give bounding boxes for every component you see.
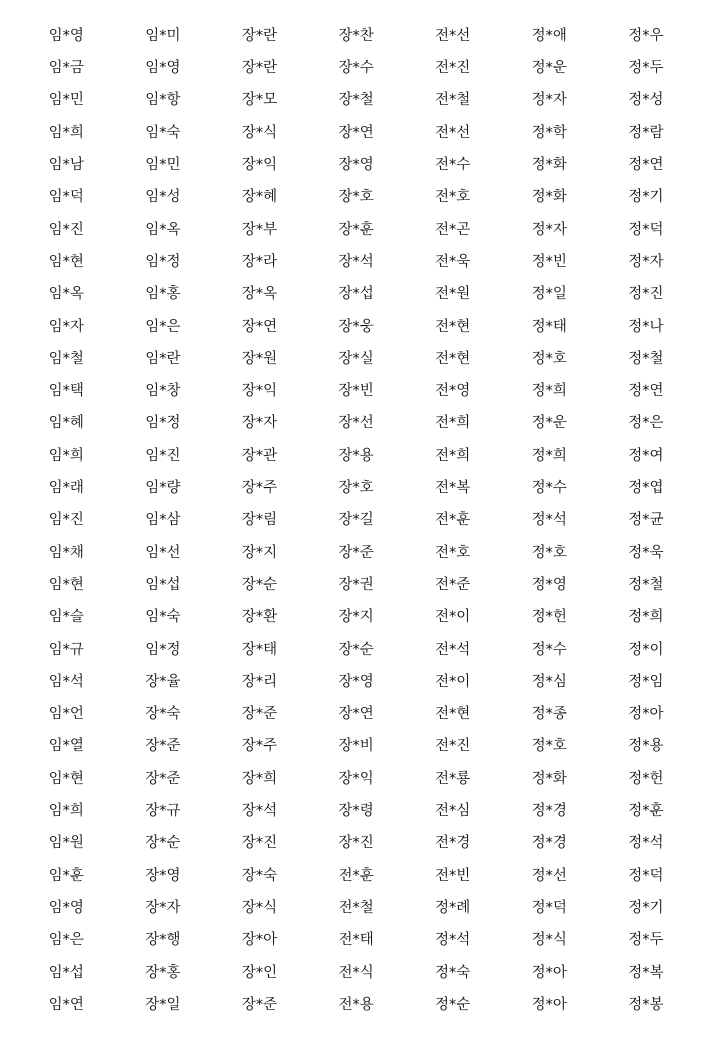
masked-name: 정*아 [531,964,567,981]
masked-name: 임*숙 [145,124,181,141]
masked-name: 정*운 [531,415,567,432]
masked-name: 임*열 [48,738,84,755]
masked-name: 임*철 [48,350,84,367]
masked-name: 장*용 [338,447,374,464]
masked-name: 전*진 [435,738,471,755]
masked-name: 임*덕 [48,189,84,206]
masked-name: 장*권 [338,576,374,593]
masked-name: 전*욱 [435,253,471,270]
masked-name: 정*자 [628,253,664,270]
masked-name: 전*수 [435,157,471,174]
masked-name: 정*호 [531,738,567,755]
masked-name: 임*슬 [48,609,84,626]
masked-name: 정*경 [531,835,567,852]
name-row [18,537,698,569]
masked-name: 전*희 [435,447,471,464]
masked-name: 임*항 [145,92,181,109]
masked-name: 장*찬 [338,27,374,44]
masked-name: 장*희 [241,770,278,787]
masked-name: 정*두 [628,932,664,949]
masked-name: 장*라 [241,253,278,270]
masked-name: 장*준 [145,770,181,787]
masked-name: 장*연 [338,124,374,141]
masked-name: 정*애 [531,27,567,44]
masked-name: 임*래 [48,480,84,497]
name-row [18,375,698,407]
masked-name: 임*정 [145,253,181,270]
masked-name: 정*식 [531,932,567,949]
masked-name: 장*익 [338,770,374,787]
name-row [18,440,698,472]
name-row [18,892,698,924]
masked-name: 장*아 [241,932,278,949]
masked-name: 정*태 [531,318,567,335]
masked-name: 정*덕 [531,899,567,916]
masked-name: 정*석 [531,512,567,529]
masked-name: 장*호 [338,480,374,497]
masked-name: 임*채 [48,544,84,561]
masked-name: 장*영 [338,157,374,174]
masked-name: 정*엽 [628,480,664,497]
masked-name: 장*연 [241,318,278,335]
masked-name: 정*용 [628,738,664,755]
masked-name: 전*호 [435,189,471,206]
masked-name: 정*영 [531,576,567,593]
masked-name: 정*여 [628,447,664,464]
masked-name: 정*숙 [435,964,471,981]
masked-name: 장*부 [241,221,278,238]
masked-name: 정*진 [628,286,664,303]
masked-name: 전*희 [435,415,471,432]
masked-name: 장*수 [338,60,374,77]
masked-name: 정*일 [531,286,567,303]
masked-name: 장*준 [241,706,278,723]
masked-name: 장*숙 [241,867,278,884]
name-row [18,408,698,440]
masked-name: 장*란 [241,60,278,77]
masked-name: 임*희 [48,803,84,820]
masked-name: 임*성 [145,189,181,206]
masked-name: 정*헌 [628,770,664,787]
masked-name: 장*주 [241,480,278,497]
masked-name: 임*민 [145,157,181,174]
masked-name: 장*식 [241,124,278,141]
masked-name: 장*홍 [145,964,181,981]
masked-name: 전*영 [435,383,471,400]
masked-name: 전*빈 [435,867,471,884]
masked-name: 장*원 [241,350,278,367]
masked-name: 장*일 [145,996,181,1013]
masked-name: 전*현 [435,318,471,335]
masked-name: 임*홍 [145,286,181,303]
name-row [18,20,698,52]
masked-name: 정*아 [628,706,664,723]
masked-name: 임*현 [48,770,84,787]
masked-name: 임*영 [145,60,181,77]
masked-name: 정*덕 [628,221,664,238]
masked-name: 정*철 [628,350,664,367]
masked-name: 임*영 [48,899,84,916]
masked-name: 정*화 [531,770,567,787]
masked-name: 전*철 [338,899,374,916]
masked-name: 장*행 [145,932,181,949]
masked-name: 임*섭 [145,576,181,593]
name-row [18,181,698,213]
masked-name: 임*섭 [48,964,84,981]
name-row [18,601,698,633]
masked-name: 장*숙 [145,706,181,723]
masked-name: 전*준 [435,576,471,593]
masked-name: 임*량 [145,480,181,497]
masked-name: 정*기 [628,189,664,206]
masked-name: 정*연 [628,383,664,400]
name-row [18,634,698,666]
name-row [18,666,698,698]
masked-name: 임*영 [48,27,84,44]
masked-name: 정*빈 [531,253,567,270]
masked-name: 정*수 [531,641,567,658]
name-row [18,343,698,375]
masked-name: 정*이 [628,641,664,658]
masked-name: 정*덕 [628,867,664,884]
masked-name: 임*옥 [145,221,181,238]
name-grid [18,20,698,1021]
masked-name: 장*모 [241,92,278,109]
masked-name: 임*옥 [48,286,84,303]
masked-name: 장*자 [145,899,181,916]
name-row [18,504,698,536]
name-row [18,795,698,827]
masked-name: 정*순 [435,996,471,1013]
masked-name: 장*자 [241,415,278,432]
masked-name: 정*희 [628,609,664,626]
masked-name: 임*현 [48,576,84,593]
masked-name: 정*봉 [628,996,664,1013]
masked-name: 임*원 [48,835,84,852]
masked-name: 정*성 [628,92,664,109]
masked-name: 전*룡 [435,770,471,787]
masked-name: 정*나 [628,318,664,335]
masked-name: 임*규 [48,641,84,658]
masked-name: 정*석 [628,835,664,852]
masked-name: 장*태 [241,641,278,658]
masked-name: 장*환 [241,609,278,626]
masked-name: 장*혜 [241,189,278,206]
masked-name: 장*순 [338,641,374,658]
masked-name: 전*현 [435,706,471,723]
masked-name: 임*은 [48,932,84,949]
masked-name: 정*자 [531,92,567,109]
masked-name: 장*길 [338,512,374,529]
name-row [18,763,698,795]
masked-name: 정*은 [628,415,664,432]
masked-name: 정*종 [531,706,567,723]
masked-name: 장*관 [241,447,278,464]
masked-name: 장*석 [241,803,278,820]
masked-name: 장*석 [338,253,374,270]
masked-name: 정*희 [531,447,567,464]
masked-name: 전*태 [338,932,374,949]
masked-name: 임*진 [48,512,84,529]
masked-name: 장*익 [241,383,278,400]
masked-name: 장*훈 [338,221,374,238]
masked-name: 장*림 [241,512,278,529]
masked-name: 장*주 [241,738,278,755]
masked-name: 장*순 [241,576,278,593]
masked-name: 장*율 [145,673,181,690]
masked-name: 정*희 [531,383,567,400]
masked-name: 전*훈 [338,867,374,884]
masked-name: 전*용 [338,996,374,1013]
masked-name: 정*석 [435,932,471,949]
name-row [18,957,698,989]
masked-name: 전*현 [435,350,471,367]
masked-name: 장*웅 [338,318,374,335]
masked-name: 장*진 [241,835,278,852]
masked-name: 장*연 [338,706,374,723]
masked-name: 장*령 [338,803,374,820]
name-row [18,472,698,504]
masked-name: 임*숙 [145,609,181,626]
masked-name: 정*훈 [628,803,664,820]
masked-name: 전*진 [435,60,471,77]
name-row [18,149,698,181]
masked-name: 장*진 [338,835,374,852]
name-row [18,698,698,730]
masked-name: 장*인 [241,964,278,981]
masked-name: 임*진 [48,221,84,238]
masked-name: 임*남 [48,157,84,174]
masked-name: 장*영 [338,673,374,690]
masked-name: 전*원 [435,286,471,303]
masked-name: 정*균 [628,512,664,529]
masked-name: 장*선 [338,415,374,432]
masked-name: 장*규 [145,803,181,820]
masked-name: 장*익 [241,157,278,174]
masked-name: 임*희 [48,447,84,464]
masked-name: 임*민 [48,92,84,109]
masked-name: 정*심 [531,673,567,690]
masked-name: 정*연 [628,157,664,174]
masked-name: 임*정 [145,415,181,432]
masked-name: 정*헌 [531,609,567,626]
masked-name: 전*선 [435,27,471,44]
masked-name: 정*기 [628,899,664,916]
masked-name: 임*희 [48,124,84,141]
masked-name: 임*란 [145,350,181,367]
masked-name: 정*운 [531,60,567,77]
masked-name: 임*창 [145,383,181,400]
name-row [18,85,698,117]
masked-name: 정*화 [531,189,567,206]
masked-name: 임*선 [145,544,181,561]
masked-name: 임*석 [48,673,84,690]
masked-name: 전*선 [435,124,471,141]
name-row [18,827,698,859]
masked-name: 정*선 [531,867,567,884]
masked-name: 장*지 [338,609,374,626]
masked-name: 장*준 [241,996,278,1013]
masked-name: 장*옥 [241,286,278,303]
masked-name: 임*정 [145,641,181,658]
masked-name: 정*임 [628,673,664,690]
masked-name: 장*리 [241,673,278,690]
masked-name: 장*란 [241,27,278,44]
masked-name: 임*훈 [48,867,84,884]
masked-name: 장*지 [241,544,278,561]
masked-name: 전*곤 [435,221,471,238]
masked-name: 장*순 [145,835,181,852]
name-row [18,569,698,601]
masked-name: 임*언 [48,706,84,723]
masked-name: 전*식 [338,964,374,981]
masked-name: 정*호 [531,350,567,367]
name-row [18,246,698,278]
masked-name: 전*철 [435,92,471,109]
masked-name: 장*빈 [338,383,374,400]
masked-name: 임*진 [145,447,181,464]
masked-name: 임*택 [48,383,84,400]
masked-name: 정*수 [531,480,567,497]
masked-name: 임*금 [48,60,84,77]
masked-name: 장*준 [338,544,374,561]
masked-name: 전*경 [435,835,471,852]
masked-name: 정*철 [628,576,664,593]
masked-name: 정*욱 [628,544,664,561]
masked-name: 전*훈 [435,512,471,529]
masked-name: 전*심 [435,803,471,820]
name-row [18,989,698,1021]
masked-name: 전*이 [435,673,471,690]
masked-name: 정*례 [435,899,471,916]
masked-name: 임*연 [48,996,84,1013]
masked-name: 장*영 [145,867,181,884]
masked-name: 장*섭 [338,286,374,303]
name-row [18,117,698,149]
masked-name: 장*철 [338,92,374,109]
masked-name: 임*은 [145,318,181,335]
masked-name: 전*복 [435,480,471,497]
masked-name: 임*삼 [145,512,181,529]
masked-name: 정*두 [628,60,664,77]
name-row [18,214,698,246]
masked-name: 장*실 [338,350,374,367]
masked-name: 정*자 [531,221,567,238]
masked-name: 정*아 [531,996,567,1013]
name-row [18,311,698,343]
masked-name: 정*람 [628,124,664,141]
masked-name: 임*자 [48,318,84,335]
masked-name: 임*혜 [48,415,84,432]
masked-name: 장*준 [145,738,181,755]
masked-name: 전*이 [435,609,471,626]
masked-name: 정*학 [531,124,567,141]
masked-name: 정*우 [628,27,664,44]
masked-name: 장*호 [338,189,374,206]
name-row [18,731,698,763]
masked-name: 전*호 [435,544,471,561]
masked-name: 전*석 [435,641,471,658]
masked-name: 임*현 [48,253,84,270]
name-row [18,924,698,956]
name-row [18,52,698,84]
masked-name: 장*비 [338,738,374,755]
masked-name: 장*식 [241,899,278,916]
masked-name: 정*호 [531,544,567,561]
name-row [18,278,698,310]
masked-name: 정*화 [531,157,567,174]
masked-name: 정*경 [531,803,567,820]
name-row [18,860,698,892]
masked-name: 정*복 [628,964,664,981]
masked-name: 임*미 [145,27,181,44]
